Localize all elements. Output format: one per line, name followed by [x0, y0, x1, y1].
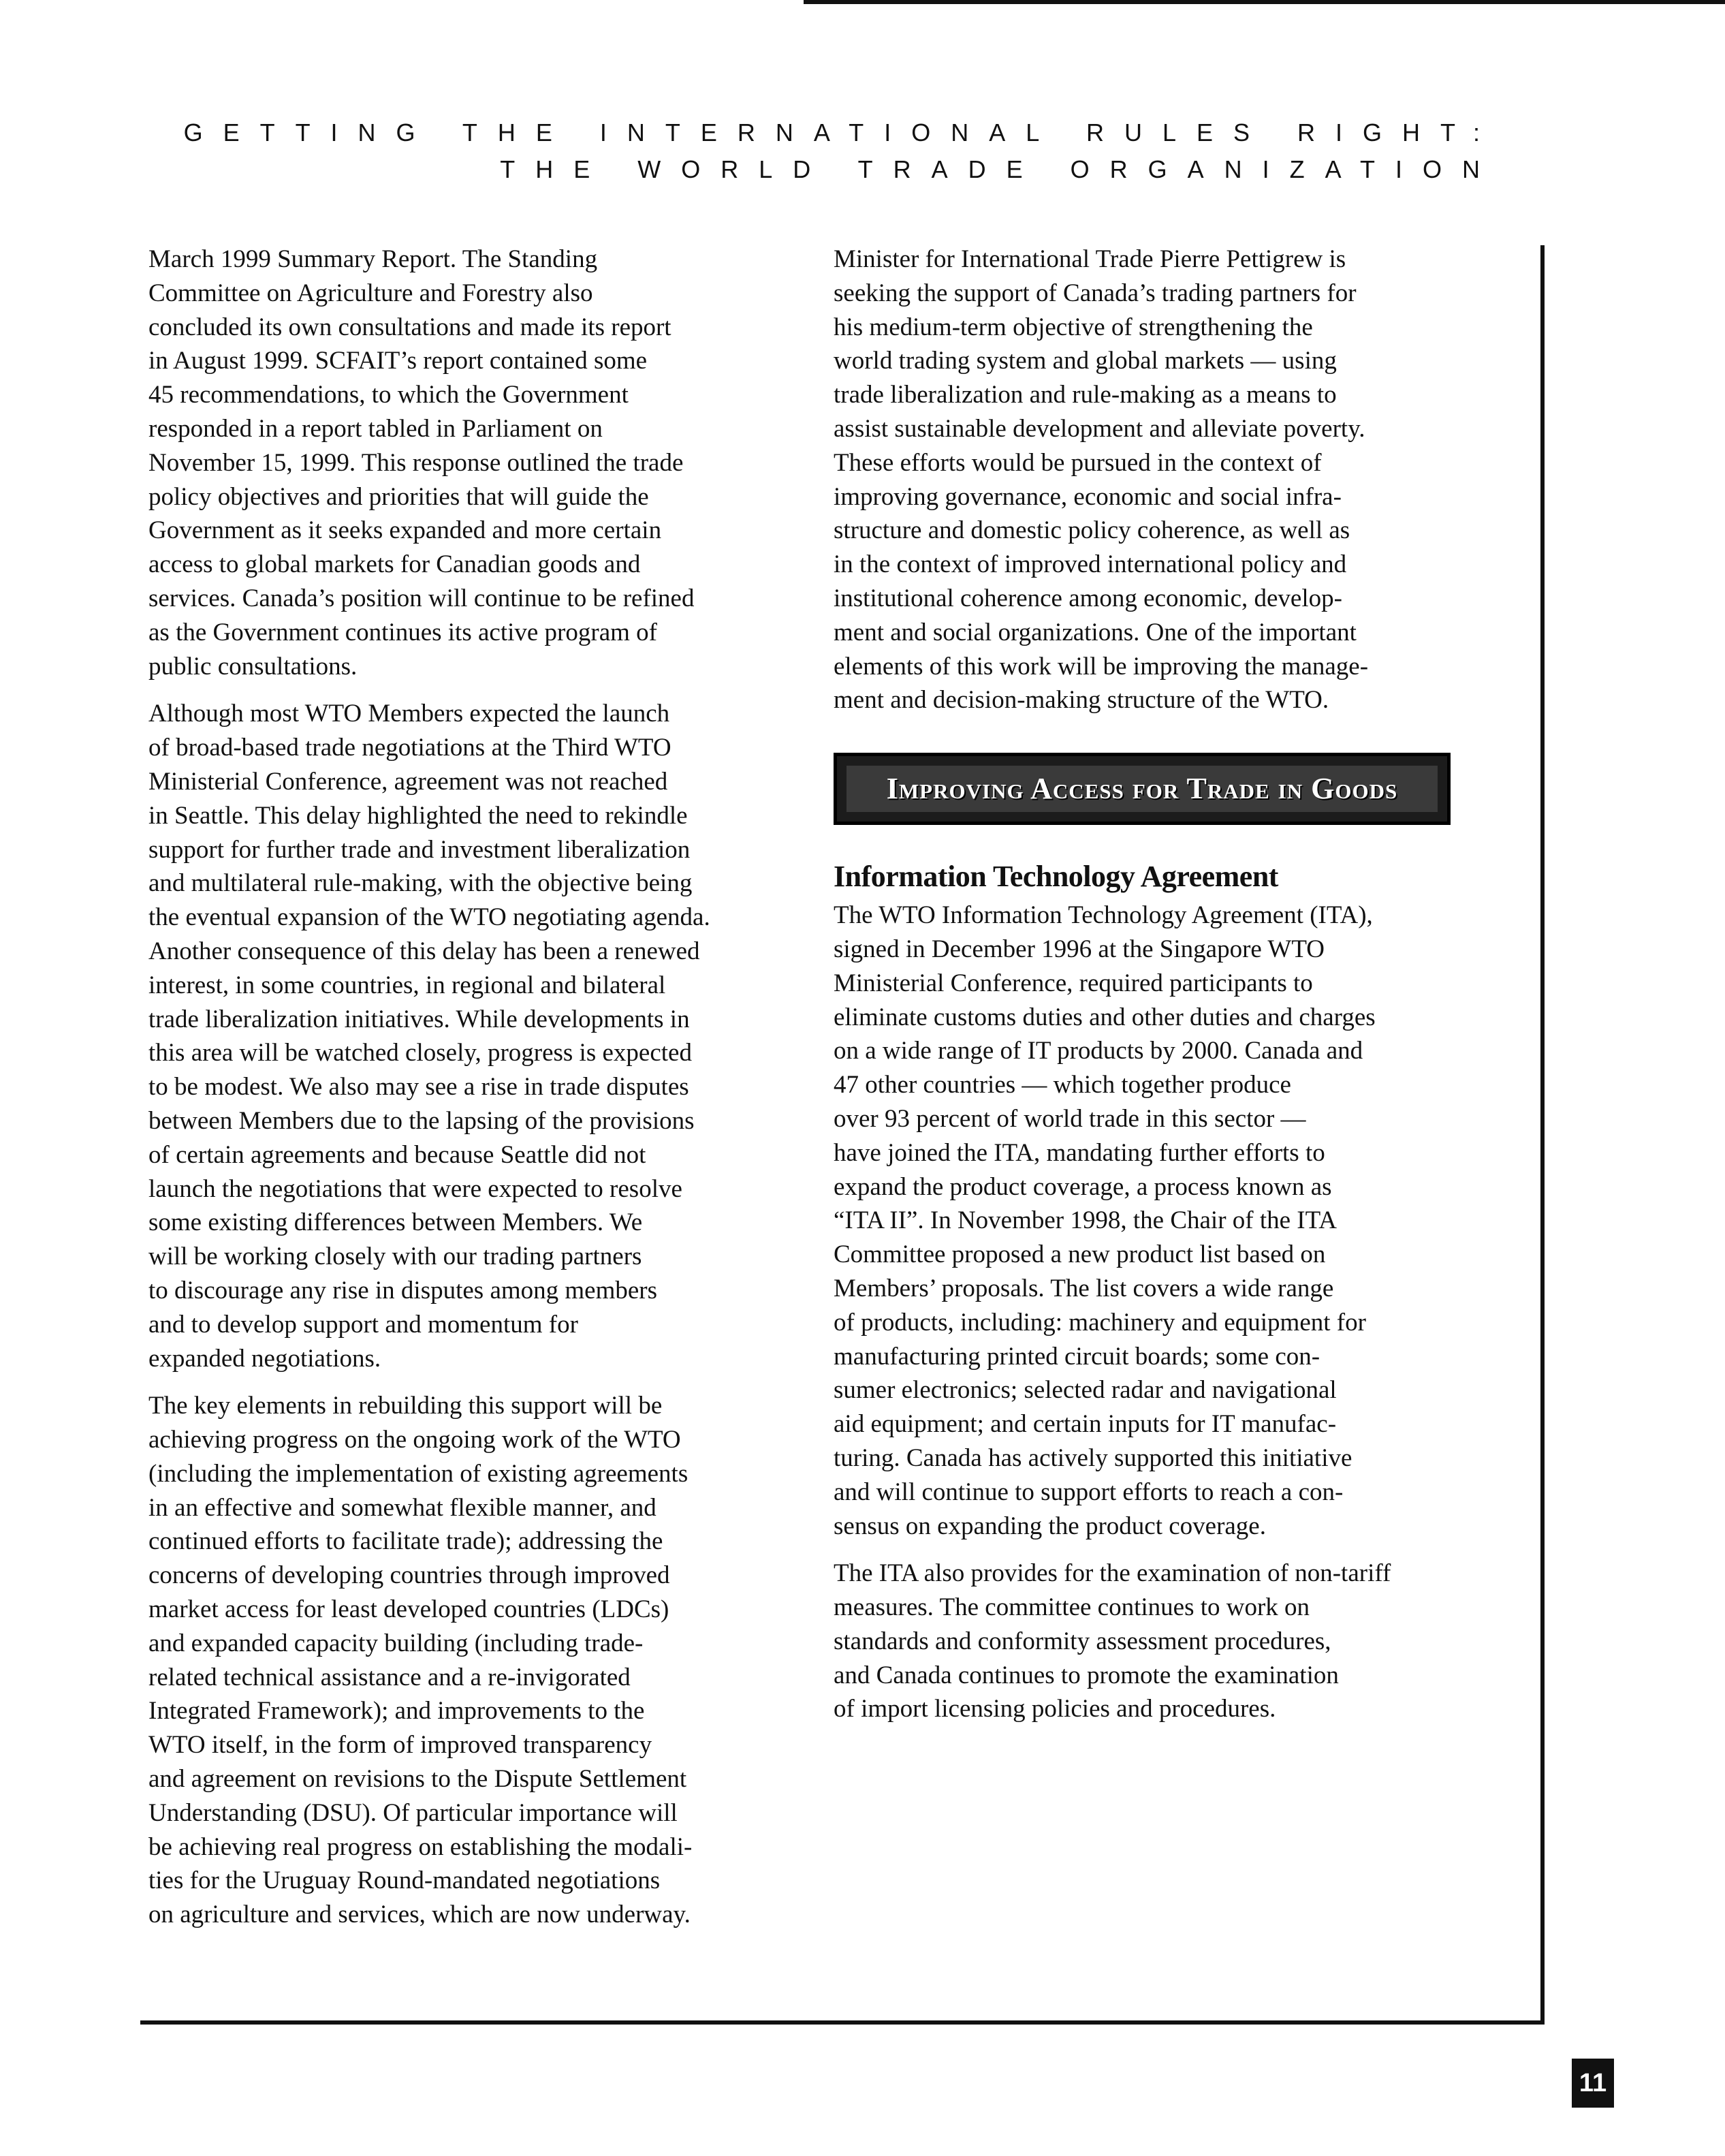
running-head-line-1: GETTING THE INTERNATIONAL RULES RIGHT:	[183, 119, 1500, 146]
running-head-line-2: THE WORLD TRADE ORGANIZATION	[500, 155, 1500, 183]
left-paragraph-3: The key elements in rebuilding this support will be achieving progress on the ongoing work of the WTO (including the implementation of existing agreements in an effective and somewhat flexible manner, and continued efforts to facilitate trade); addressing the concerns of developing countries through improved market access for least developed countries (LDCs) and expanded capacity building (including trade- related technical assistance and a re-invigorated Integrated Framework); and improvements to the WTO itself, in the form of improved transparency and agreement on revisions to the Dispute Settlement Understanding (DSU). Of particular importance will be achieving real progress on establishing the modali- ties for the Uruguay Round-mandated negotiations on agriculture and services, which are now underway.	[148, 1392, 693, 1929]
section-banner-inner	[846, 766, 1438, 812]
section-heading: Information Technology Agreement	[834, 860, 1278, 894]
section-banner-title: Improving Access for Trade in Goods	[886, 772, 1398, 806]
bottom-rule	[140, 2020, 1545, 2025]
left-paragraph-2: Although most WTO Members expected the launch of broad-based trade negotiations at the Third WTO Ministerial Conference, agreement was not reached in Seattle. This delay highlighted the need to rekindle support for further trade and investment liberalization and multilateral rule-making, with the objective being the eventual expansion of the WTO negotiating agenda. Another consequence of this delay has been a renewed interest, in some countries, in regional and bilateral trade liberalization initiatives. While developments in this area will be watched closely, progress is expected to be modest. We also may see a rise in trade disputes between Members due to the lapsing of the provisions of certain agreements and because Seattle did not launch the negotiations that were expected to resolve some existing differences between Members. We will be working closely with our trading partners to discourage any rise in disputes among members and to develop support and momentum for expanded negotiations.	[148, 700, 710, 1373]
top-rule	[804, 0, 1725, 4]
right-paragraph-1: The WTO Information Technology Agreement (ITA), signed in December 1996 at the Singapore WTO Ministerial Conference, required participants to eliminate customs duties and other duties and charges on a wide range of IT products by 2000. Canada and 47 other countries — which together produce over 93 percent of world trade in this sector — have joined the ITA, mandating further efforts to expand the product coverage, a process known as “ITA II”. In November 1998, the Chair of the ITA Committee proposed a new product list based on Members’ proposals. The list covers a wide range of products, including: machinery and equipment for manufacturing printed circuit boards; some con- sumer electronics; selected radar and navigational aid equipment; and certain inputs for IT manufac- turing. Canada has actively supported this initiative and will continue to support efforts to reach a con- sensus on expanding the product coverage.	[834, 901, 1376, 1540]
vertical-rule	[1540, 245, 1545, 2023]
right-paragraph-2: The ITA also provides for the examination of non-tariff measures. The committee continues to work on standards and conformity assessment procedures, and Canada continues to promote the examination of import licensing policies and procedures.	[834, 1559, 1391, 1723]
running-head	[184, 114, 1500, 188]
right-column	[834, 243, 1446, 1740]
left-paragraph-1: March 1999 Summary Report. The Standing Committee on Agriculture and Forestry also concluded its own consultations and made its report in August 1999. SCFAIT’s report contained some 45 recommendations, to which the Government responded in a report tabled in Parliament on November 15, 1999. This response outlined the trade policy objectives and priorities that will guide the Government as it seeks expanded and more certain access to global markets for Canadian goods and services. Canada’s position will continue to be refined as the Government continues its active program of public consultations.	[148, 245, 695, 681]
page-number: 11	[1572, 2059, 1614, 2108]
right-intro-paragraph: Minister for International Trade Pierre Pettigrew is seeking the support of Canada’s trading partners for his medium-term objective of strengthening the world trading system and global markets — using trade liberalization and rule-making as a means to assist sustainable development and alleviate poverty. These efforts would be pursued in the context of improving governance, economic and social infra- structure and domestic policy coherence, as well as in the context of improved international policy and institutional coherence among economic, develop- ment and social organizations. One of the important elements of this work will be improving the manage- ment and decision-making structure of the WTO.	[834, 245, 1369, 715]
section-banner	[834, 753, 1451, 825]
left-column	[148, 243, 765, 1946]
